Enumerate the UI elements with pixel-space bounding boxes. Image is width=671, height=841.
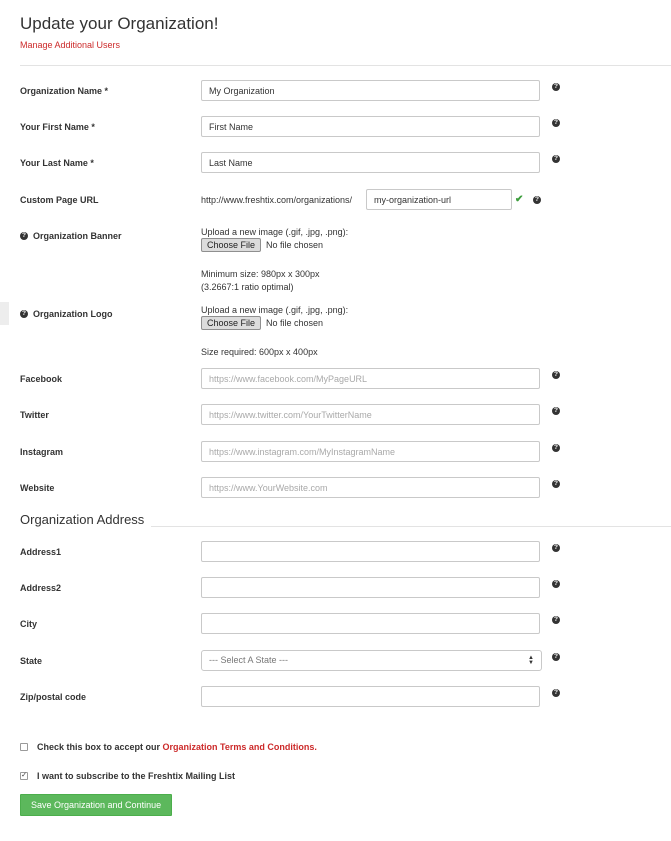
website-help-icon[interactable]: ? — [552, 480, 560, 488]
facebook-input[interactable] — [201, 368, 540, 389]
website-label: Website — [20, 483, 55, 493]
logo-upload-text: Upload a new image (.gif, .jpg, .png): — [201, 305, 349, 315]
instagram-help-icon[interactable]: ? — [552, 444, 560, 452]
last-name-input[interactable] — [201, 152, 540, 173]
address-section-title: Organization Address — [20, 512, 145, 527]
custom-url-input[interactable] — [366, 189, 512, 210]
org-name-label: Organization Name * — [20, 86, 109, 96]
checkmark-icon: ✓ — [21, 772, 27, 779]
city-label: City — [20, 619, 38, 629]
zip-label: Zip/postal code — [20, 692, 87, 702]
twitter-input[interactable] — [201, 404, 540, 425]
address-section-divider — [151, 526, 671, 527]
banner-file-status: No file chosen — [266, 240, 324, 250]
banner-size-hint: Minimum size: 980px x 300px — [201, 269, 320, 279]
custom-url-label: Custom Page URL — [20, 195, 99, 205]
first-name-help-icon[interactable]: ? — [552, 119, 560, 127]
logo-label-row — [20, 309, 113, 319]
state-help-icon[interactable]: ? — [552, 653, 560, 661]
banner-label-row — [20, 231, 122, 241]
address1-help-icon[interactable]: ? — [552, 544, 560, 552]
banner-choose-file-button[interactable]: Choose File — [201, 238, 261, 252]
address2-label: Address2 — [20, 583, 62, 593]
last-name-label: Your Last Name * — [20, 158, 94, 168]
city-help-icon[interactable]: ? — [552, 616, 560, 624]
banner-label: Organization Banner — [33, 231, 122, 241]
state-label: State — [20, 656, 43, 666]
logo-file-status: No file chosen — [266, 318, 324, 328]
terms-text — [37, 742, 317, 752]
logo-label: Organization Logo — [33, 309, 113, 319]
custom-url-prefix: http://www.freshtix.com/organizations/ — [201, 195, 353, 205]
state-select-value: --- Select A State --- — [209, 655, 289, 665]
banner-ratio-hint: (3.2667:1 ratio optimal) — [201, 282, 294, 292]
page-title: Update your Organization! — [20, 14, 219, 33]
zip-help-icon[interactable]: ? — [552, 689, 560, 697]
org-name-input[interactable] — [201, 80, 540, 101]
address2-help-icon[interactable]: ? — [552, 580, 560, 588]
logo-help-icon[interactable]: ? — [20, 310, 28, 318]
city-input[interactable] — [201, 613, 540, 634]
terms-link[interactable]: Organization Terms and Conditions. — [162, 742, 317, 752]
first-name-label: Your First Name * — [20, 122, 95, 132]
twitter-help-icon[interactable]: ? — [552, 407, 560, 415]
subscribe-label: I want to subscribe to the Freshtix Mailing List — [37, 771, 236, 781]
website-input[interactable] — [201, 477, 540, 498]
org-name-help-icon[interactable]: ? — [552, 83, 560, 91]
subscribe-checkbox[interactable] — [20, 772, 28, 780]
facebook-label: Facebook — [20, 374, 63, 384]
zip-input[interactable] — [201, 686, 540, 707]
custom-url-help-icon[interactable]: ? — [533, 196, 541, 204]
address2-input[interactable] — [201, 577, 540, 598]
select-arrows-icon: ▲ ▼ — [528, 654, 534, 666]
instagram-input[interactable] — [201, 441, 540, 462]
terms-prefix: Check this box to accept our — [37, 742, 163, 752]
address1-label: Address1 — [20, 547, 62, 557]
last-name-help-icon[interactable]: ? — [552, 155, 560, 163]
check-icon: ✔ — [515, 194, 524, 205]
terms-checkbox[interactable] — [20, 743, 28, 751]
state-select[interactable] — [201, 650, 542, 671]
twitter-label: Twitter — [20, 410, 49, 420]
logo-size-hint: Size required: 600px x 400px — [201, 347, 318, 357]
address1-input[interactable] — [201, 541, 540, 562]
banner-help-icon[interactable]: ? — [20, 232, 28, 240]
save-continue-button[interactable]: Save Organization and Continue — [20, 794, 172, 816]
manage-users-link[interactable]: Manage Additional Users — [20, 40, 121, 50]
logo-choose-file-button[interactable]: Choose File — [201, 316, 261, 330]
left-edge-tab — [0, 302, 9, 325]
instagram-label: Instagram — [20, 447, 64, 457]
first-name-input[interactable] — [201, 116, 540, 137]
header-divider — [20, 65, 671, 66]
banner-upload-text: Upload a new image (.gif, .jpg, .png): — [201, 227, 349, 237]
facebook-help-icon[interactable]: ? — [552, 371, 560, 379]
